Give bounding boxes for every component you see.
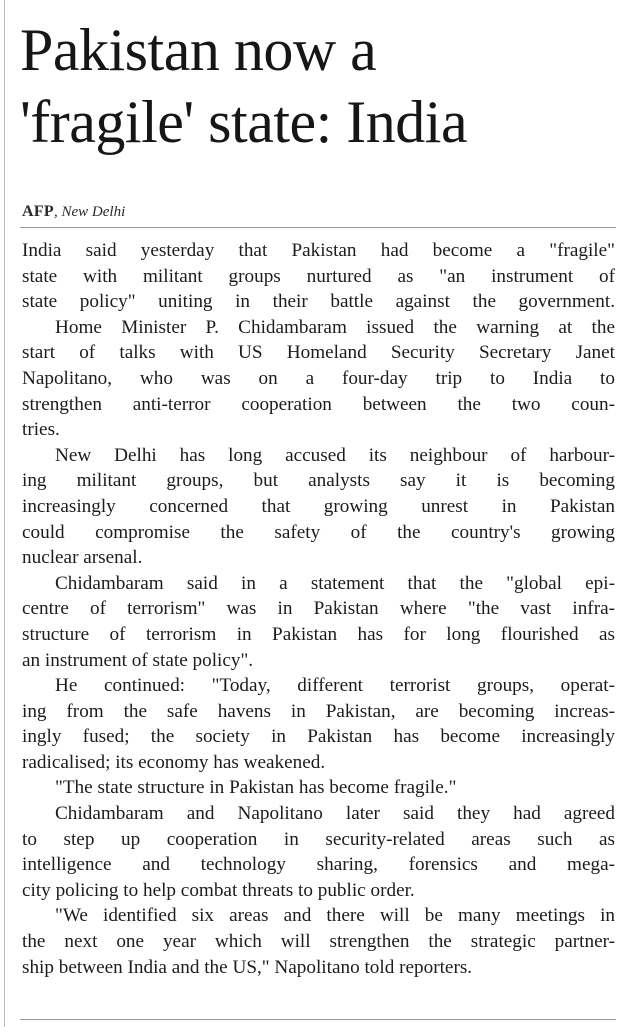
paragraph-line: the next one year which will strengthen the strategic partner- xyxy=(22,931,615,953)
paragraph-line: centre of terrorism" was in Pakistan where "the vast infra- xyxy=(22,598,615,620)
paragraph-line: city policing to help combat threats to public order. xyxy=(22,879,415,901)
byline xyxy=(22,202,125,222)
paragraph xyxy=(22,315,615,443)
paragraph-line: intelligence and technology sharing, forensics and mega- xyxy=(22,854,615,876)
paragraph-line: Napolitano, who was on a four-day trip to India to xyxy=(22,367,615,389)
article-bottom-rule xyxy=(20,1019,616,1020)
paragraph-line: structure of terrorism in Pakistan has for long flourished as xyxy=(22,623,615,645)
paragraph xyxy=(22,775,615,801)
paragraph-line: ingly fused; the society in Pakistan has become increasingly xyxy=(22,726,615,748)
paragraph xyxy=(22,903,615,980)
byline-agency: AFP xyxy=(22,203,55,220)
paragraph-line: state with militant groups nurtured as "an instrument of xyxy=(22,265,615,287)
paragraph-line: He continued: "Today, different terrorist groups, operat- xyxy=(55,675,615,697)
paragraph xyxy=(22,801,615,903)
paragraph xyxy=(22,238,615,315)
headline-line-1: Pakistan now a xyxy=(20,17,377,83)
paragraph-line: New Delhi has long accused its neighbour of harbour- xyxy=(55,444,615,466)
paragraph-line: ing from the safe havens in Pakistan, are becoming increas- xyxy=(22,700,615,722)
paragraph xyxy=(22,673,615,775)
paragraph-line: ing militant groups, but analysts say it is becoming xyxy=(22,470,615,492)
paragraph xyxy=(22,443,615,571)
paragraph-line: ship between India and the US," Napolitano told reporters. xyxy=(22,956,473,978)
column-left-rule xyxy=(4,0,5,1027)
byline-location: New Delhi xyxy=(61,204,126,220)
paragraph-line: state policy" uniting in their battle against the government. xyxy=(22,291,615,313)
article-body xyxy=(22,238,615,980)
paragraph-line: start of talks with US Homeland Security Secretary Janet xyxy=(22,342,615,364)
paragraph-line: could compromise the safety of the country's growing xyxy=(22,521,615,543)
byline-divider xyxy=(20,227,616,228)
headline-line-2: 'fragile' state: India xyxy=(20,89,468,155)
byline-separator: , xyxy=(54,204,62,220)
paragraph-line: "We identified six areas and there will be many meetings in xyxy=(55,905,615,927)
paragraph-line: radicalised; its economy has weakened. xyxy=(22,751,326,773)
paragraph-line: nuclear arsenal. xyxy=(22,547,143,569)
paragraph-line: "The state structure in Pakistan has become fragile." xyxy=(55,777,457,799)
paragraph-line: tries. xyxy=(22,419,60,441)
paragraph-line: an instrument of state policy". xyxy=(22,649,254,671)
headline xyxy=(20,14,620,158)
paragraph-line: Chidambaram and Napolitano later said they had agreed xyxy=(55,803,615,825)
paragraph-line: strengthen anti-terror cooperation between the two coun- xyxy=(22,393,615,415)
paragraph-line: India said yesterday that Pakistan had become a "fragile" xyxy=(22,240,615,261)
paragraph-line: increasingly concerned that growing unrest in Pakistan xyxy=(22,495,615,517)
paragraph-line: to step up cooperation in security-related areas such as xyxy=(22,828,615,850)
paragraph xyxy=(22,571,615,673)
paragraph-line: Chidambaram said in a statement that the "global epi- xyxy=(55,572,615,594)
paragraph-line: Home Minister P. Chidambaram issued the warning at the xyxy=(55,316,615,338)
